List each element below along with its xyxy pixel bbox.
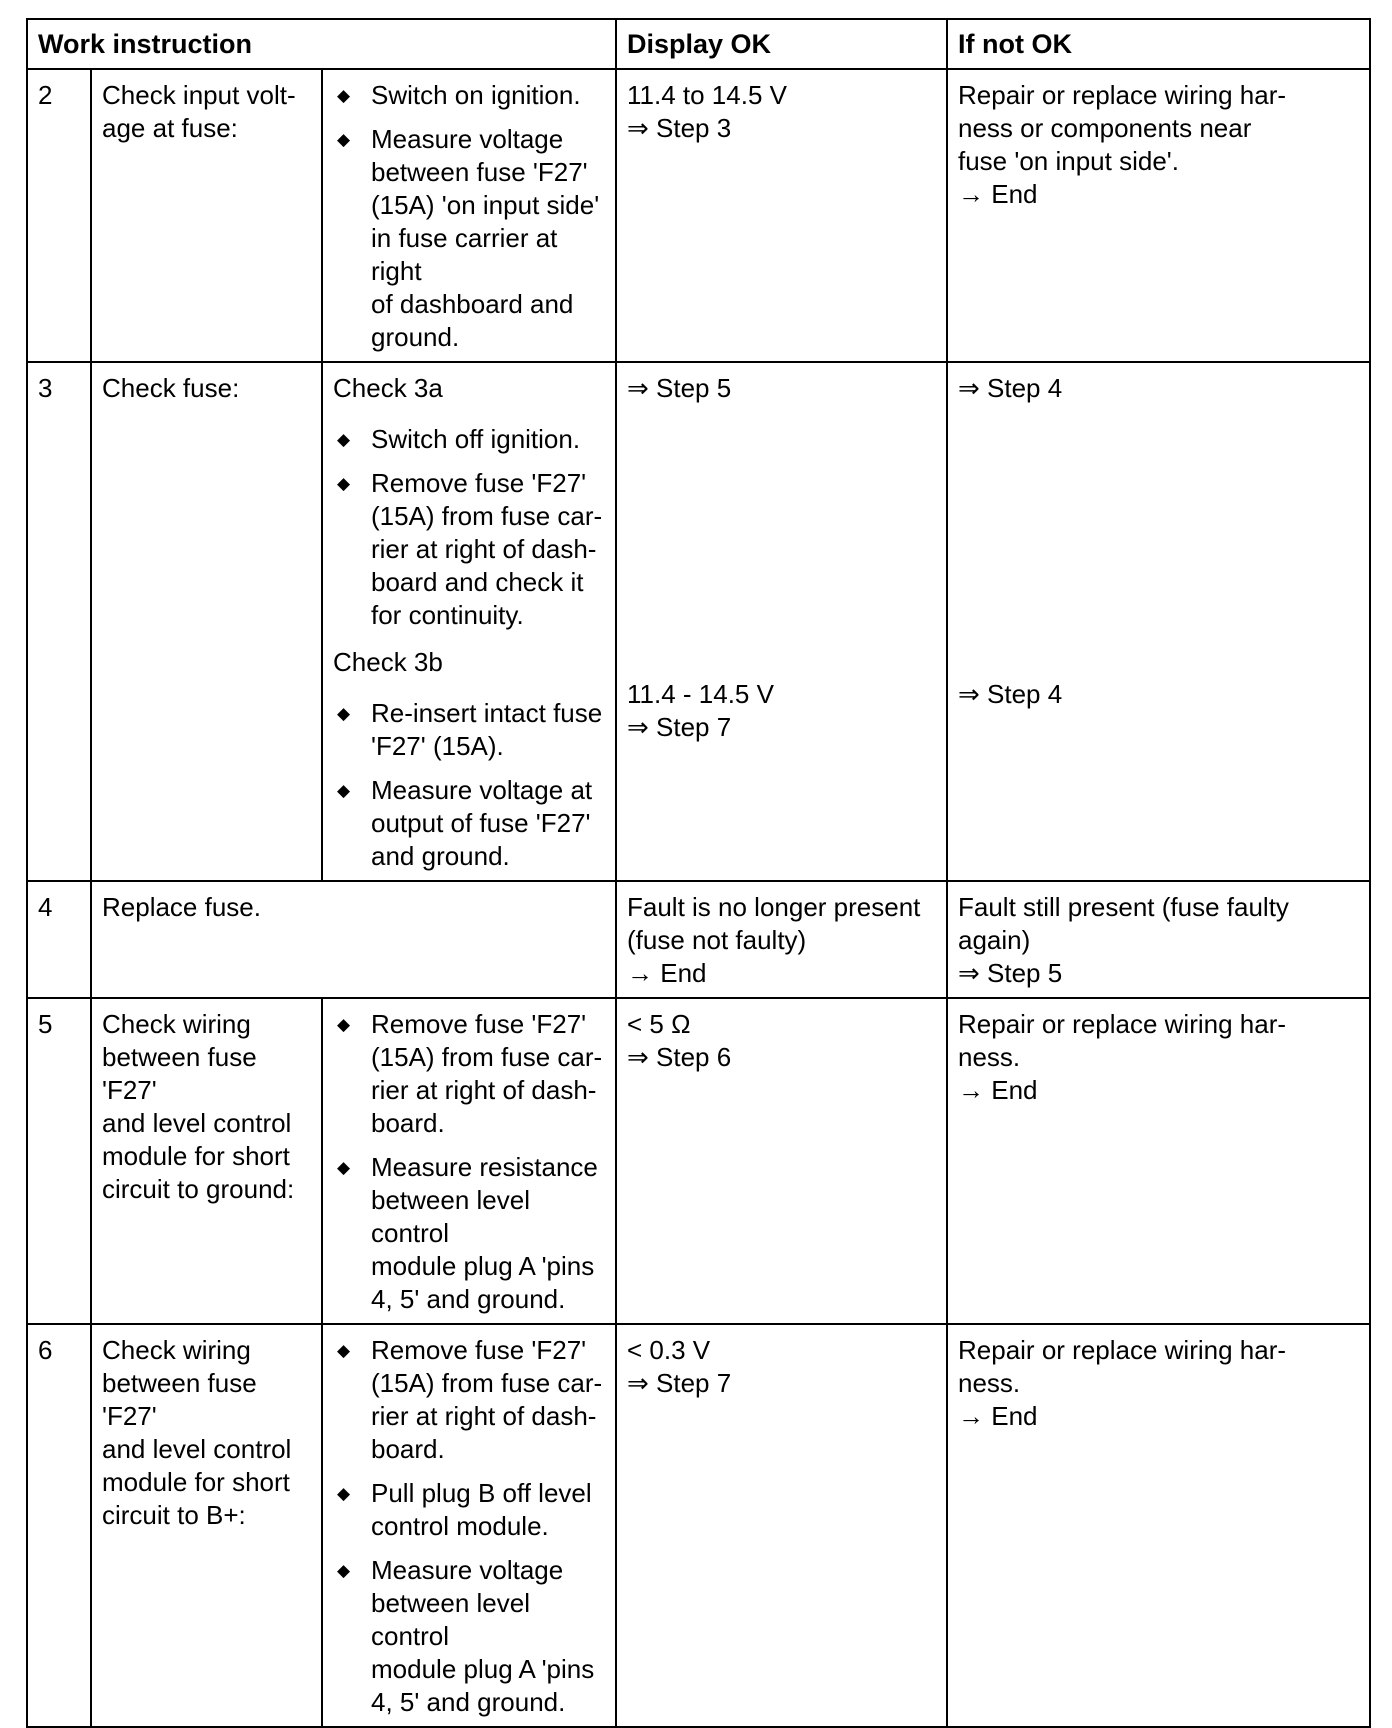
diamond-bullet-icon: ◆: [337, 1158, 351, 1177]
display-ok-value: 11.4 to 14.5 V ⇒ Step 3: [616, 69, 947, 362]
step-number: 2: [27, 69, 91, 362]
diamond-bullet-icon: ◆: [337, 474, 351, 493]
diamond-bullet-icon: ◆: [337, 1341, 351, 1360]
if-not-ok-3b: ⇒ Step 4: [958, 679, 1063, 709]
instruction-item: ◆ Measure resistance between level control module plug A 'pins 4, 5' and ground.: [337, 1152, 598, 1314]
if-not-ok-cell: [947, 362, 1370, 881]
instruction-item: ◆ Measure voltage at output of fuse 'F27' and ground.: [337, 775, 593, 871]
if-not-ok-value: Fault still present (fuse faulty again) ⇒ Step 5: [947, 881, 1370, 998]
step-number: 4: [27, 881, 91, 998]
if-not-ok-value: Repair or replace wiring har- ness. → End: [947, 998, 1370, 1324]
display-ok-3a: ⇒ Step 5: [627, 373, 732, 403]
step-number: 5: [27, 998, 91, 1324]
instruction-item: ◆ Remove fuse 'F27' (15A) from fuse car- rier at right of dash- board.: [337, 1335, 603, 1464]
instruction-item: ◆ Measure voltage between level control module plug A 'pins 4, 5' and ground.: [337, 1555, 595, 1717]
instruction-item: ◆ Remove fuse 'F27' (15A) from fuse car- rier at right of dash- board.: [337, 1009, 603, 1138]
table-row-step-2: [27, 69, 1370, 362]
if-not-ok-value: Repair or replace wiring har- ness or components near fuse 'on input side'. → End: [947, 69, 1370, 362]
instruction-item: ◆ Pull plug B off level control module.: [337, 1478, 592, 1541]
instruction-item: ◆ Remove fuse 'F27' (15A) from fuse car- rier at right of dash- board and check it for continuity.: [337, 468, 603, 630]
step-number: 3: [27, 362, 91, 881]
check-3a-label: Check 3a: [333, 373, 443, 403]
instruction-item: ◆ Re-insert intact fuse 'F27' (15A).: [337, 698, 603, 761]
step-instructions: [322, 69, 616, 362]
header-row: [27, 19, 1370, 69]
work-instruction-table: [26, 18, 1371, 1728]
header-display-ok: Display OK: [616, 19, 947, 69]
instruction-item: ◆ Switch on ignition.: [337, 80, 581, 110]
display-ok-value: < 5 Ω ⇒ Step 6: [616, 998, 947, 1324]
diamond-bullet-icon: ◆: [337, 704, 351, 723]
header-if-not-ok: If not OK: [947, 19, 1370, 69]
display-ok-value: < 0.3 V ⇒ Step 7: [616, 1324, 947, 1727]
diamond-bullet-icon: ◆: [337, 781, 351, 800]
display-ok-cell: [616, 362, 947, 881]
step-title: Check input volt- age at fuse:: [91, 69, 322, 362]
instruction-item: ◆ Switch off ignition.: [337, 424, 581, 454]
if-not-ok-value: Repair or replace wiring har- ness. → End: [947, 1324, 1370, 1727]
table-row-step-6: [27, 1324, 1370, 1727]
diamond-bullet-icon: ◆: [337, 1484, 351, 1503]
header-work-instruction: Work instruction: [27, 19, 616, 69]
step-title: Check fuse:: [91, 362, 322, 881]
table-row-step-4: [27, 881, 1370, 998]
table-row-step-5: [27, 998, 1370, 1324]
display-ok-3b: 11.4 - 14.5 V ⇒ Step 7: [627, 679, 774, 742]
instruction-item: ◆ Measure voltage between fuse 'F27' (15A) 'on input side' in fuse carrier at right of dashboard and ground.: [337, 124, 600, 352]
step-number: 6: [27, 1324, 91, 1727]
step-instructions: [322, 1324, 616, 1727]
diamond-bullet-icon: ◆: [337, 1015, 351, 1034]
step-title: Check wiring between fuse 'F27' and level control module for short circuit to ground:: [91, 998, 322, 1324]
if-not-ok-3a: ⇒ Step 4: [958, 373, 1063, 403]
step-title: Replace fuse.: [91, 881, 616, 998]
check-3b-label: Check 3b: [333, 647, 443, 677]
diamond-bullet-icon: ◆: [337, 130, 351, 149]
step-instructions: [322, 362, 616, 881]
diamond-bullet-icon: ◆: [337, 430, 351, 449]
diamond-bullet-icon: ◆: [337, 86, 351, 105]
diamond-bullet-icon: ◆: [337, 1561, 351, 1580]
step-title: Check wiring between fuse 'F27' and level control module for short circuit to B+:: [91, 1324, 322, 1727]
display-ok-value: Fault is no longer present (fuse not faulty) → End: [616, 881, 947, 998]
table-row-step-3: [27, 362, 1370, 881]
step-instructions: [322, 998, 616, 1324]
